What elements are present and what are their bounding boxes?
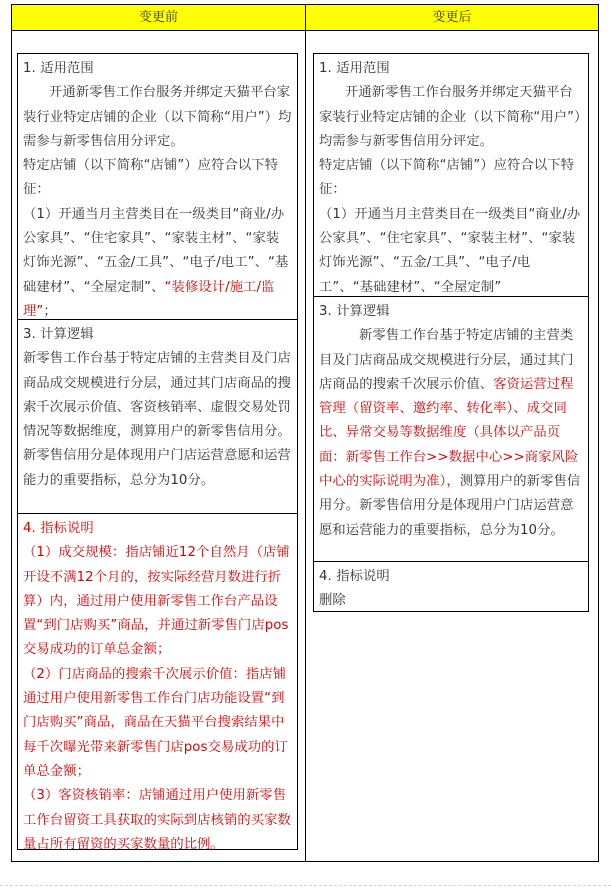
calc-text: 新零售工作台基于特定店铺的主营类目及门店商品成交规模进行分层，通过其门店商品的搜索千次展示价值、 [319, 328, 574, 392]
column-divider [305, 31, 306, 861]
section-title: 4. 指标说明 [319, 569, 390, 584]
scope-criteria [23, 203, 292, 324]
section-title: 3. 计算逻辑 [23, 327, 94, 342]
section-title: 4. 指标说明 [23, 521, 94, 536]
criteria-text: （1）开通当月主营类目在一级类目“商业/办公家具”、“住宅家具”、“家装主材”、“家装灯饰光源”、“五金/工具”、“电子/电工”、“基础建材”、“全屋定制”、 [23, 206, 289, 295]
header-before: 变更前 [12, 5, 306, 31]
indicator-item: （2）门店商品的搜索千次展示价值：指店铺通过用户使用新零售工作台门店功能设置“到门店购买”商品，商品在天猫平台搜索结果中每千次曝光带来新零售门店pos交易成功的订单总金额； [23, 666, 288, 779]
changed-text: 客资运营过程管理（留资率、邀约率、转化率）、成交同比、异常交易等数据维度（具体以产品页面：新零售工作台>>数据中心>>商家风险中心的实际说明为准）， [319, 376, 579, 490]
calc-text: 测算用户的新零售信用分。新零售信用分是体现用户门店运营意愿和运营能力的重要指标，总分为10分。 [319, 474, 581, 538]
section-title: 1. 适用范围 [23, 61, 94, 76]
scope-criteria: （1）开通当月主营类目在一级类目“商业/办公家具”、“住宅家具”、“家装主材”、“家装灯饰光源”、“五金/工具”、“电子/电工”、“基础建材”、“全屋定制” [319, 206, 581, 295]
after-content-box [313, 53, 589, 612]
calc-paragraph [319, 324, 583, 543]
deleted-note: 删除 [319, 593, 346, 609]
comparison-table [11, 4, 599, 862]
changed-text: “装修设计/施工/监理” [23, 279, 275, 319]
section-title: 3. 计算逻辑 [319, 304, 390, 319]
scope-paragraph: 特定店铺（以下简称“店铺”）应符合以下特征： [23, 158, 279, 198]
after-scope-section [314, 54, 588, 296]
calc-paragraph: 新零售工作台基于特定店铺的主营类目及门店商品成交规模进行分层，通过其门店商品的搜索千次展示价值、客资核销率、虚假交易处罚情况等数据维度，测算用户的新零售信用分。新零售信用分是体现用户门店运营意愿和运营能力的重要指标，总分为10分。 [23, 351, 291, 488]
criteria-end: ； [43, 303, 57, 319]
section-title: 1. 适用范围 [319, 61, 390, 76]
before-scope-section [18, 54, 297, 319]
scope-paragraph: 开通新零售工作台服务并绑定天猫平台家装行业特定店铺的企业（以下简称“用户”）均需参与新零售信用分评定。 [319, 85, 581, 149]
header-after: 变更后 [306, 5, 598, 31]
dashed-separator [0, 885, 611, 886]
scope-paragraph: 特定店铺（以下简称“店铺”）应符合以下特征： [319, 158, 575, 198]
after-calc-section [314, 296, 588, 561]
before-calc-section [18, 319, 297, 513]
scope-paragraph: 开通新零售工作台服务并绑定天猫平台家装行业特定店铺的企业（以下简称“用户”）均需参与新零售信用分评定。 [23, 85, 292, 149]
before-indicators-section [18, 513, 297, 852]
indicator-item: （3）客资核销率：店铺通过用户使用新零售工作台留资工具获取的实际到店核销的买家数量占所有留资的买家数量的比例。 [23, 788, 291, 852]
indicator-item: （1）成交规模：指店铺近12个自然月（店铺开设不满12个月的，按实际经营月数进行折算）内，通过用户使用新零售工作台产品设置“到门店购买”商品，并通过新零售门店pos交易成功的订单总金额； [23, 545, 290, 658]
after-indicators-section [314, 561, 588, 611]
before-content-box [17, 53, 298, 850]
